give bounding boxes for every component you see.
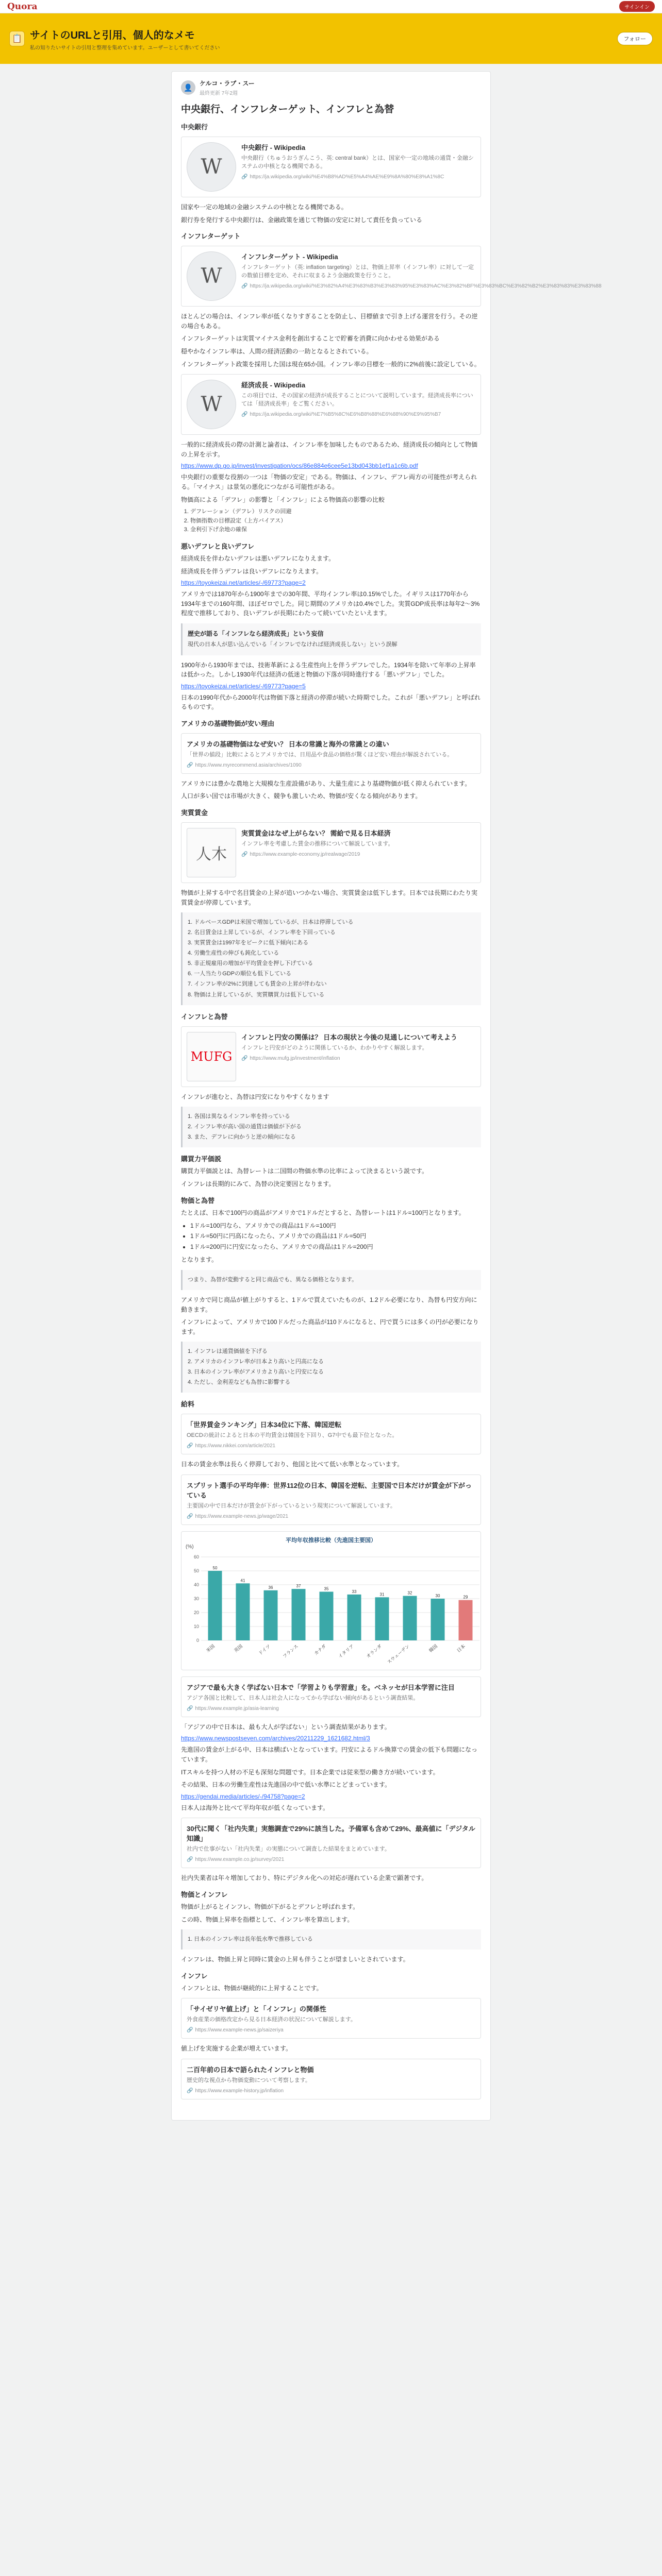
paragraph: 購買力平価説とは、為替レートは二国間の物価水準の比率によって決まるという説です。	[181, 1167, 428, 1175]
y-tick-label: 30	[193, 1596, 199, 1601]
wikipedia-icon: W	[187, 142, 236, 192]
paragraph: 日本の1990年代から2000年代は物価下落と経済の停滞が続いた時期でした。これが「悪いデフレ」と呼ばれるものです。	[181, 693, 481, 711]
top-bar	[0, 0, 662, 13]
quote-line: 4. 労働生産性の伸びも鈍化している	[188, 950, 279, 957]
card-desc: 中央銀行（ちゅうおうぎんこう、英: central bank）とは、国家や一定の地域の通貨・金融システムの中核となる機関である。	[241, 155, 474, 170]
quote-line: 1. 各国は異なるインフレ率を持っている	[188, 1113, 290, 1120]
quote-block	[181, 1929, 481, 1950]
link-icon: 🔗	[241, 283, 248, 290]
x-tick-label: カナダ	[313, 1643, 327, 1657]
data-label: 30	[435, 1593, 440, 1598]
quote-line: 3. 実質賃金は1997年をピークに低下傾向にある	[188, 940, 309, 946]
external-link[interactable]: https://toyokeizai.net/articles/-/69773?page=5	[181, 682, 306, 690]
link-icon: 🔗	[187, 1513, 193, 1519]
paragraph: 国家や一定の地域の金融システムの中核となる機関である。	[181, 204, 347, 211]
card-desc: 外食産業の価格改定から見る日本経済の状況について解説します。	[187, 2016, 356, 2023]
link-card[interactable]	[181, 1676, 481, 1717]
paragraph: 社内失業者は年々増加しており、特にデジタル化への対応が遅れている企業で顕著です。	[181, 1874, 428, 1882]
paragraph: たとえば、日本で100円の商品がアメリカで1ドルだとすると、為替レートは1ドル=100円となります。	[181, 1209, 465, 1216]
quote-line: 5. 非正規雇用の増加が平均賃金を押し下げている	[188, 960, 313, 967]
quote-line: 8. 物価は上昇しているが、実質購買力は低下している	[188, 991, 325, 998]
card-desc: インフレ率を考慮した賃金の推移について解説しています。	[241, 841, 394, 848]
link-icon: 🔗	[241, 412, 248, 418]
quote-line: 4. ただし、金利差なども為替に影響する	[188, 1379, 291, 1386]
card-title: 二百年前の日本で語られたインフレと物価	[187, 2065, 314, 2074]
quote-line: 6. 一人当たりGDPの順位も低下している	[188, 971, 292, 977]
list-item: • 1ドル=100円なら、アメリカでの商品は1ドル=100円	[190, 1221, 481, 1231]
x-tick-label: 韓国	[428, 1643, 439, 1654]
bar	[431, 1599, 445, 1640]
list-item: 1. デフレーション（デフレ）リスクの回避	[190, 507, 481, 517]
quote-title: 歴史が語る「インフレなら経済成長」という妄信	[188, 630, 324, 637]
link-card[interactable]	[181, 1818, 481, 1868]
paragraph: 穏やかなインフレ率は、人間の経済活動の一助となるとされている。	[181, 347, 373, 355]
chart-ylabel: (%)	[186, 1544, 194, 1550]
card-title: スプリット選手の平均年俸：世界112位の日本、韓国を逆転、主要国で日本だけが賃金が下がっている	[187, 1482, 472, 1499]
follow-button[interactable]: フォロー	[617, 32, 653, 45]
quote-line: つまり、為替が変動すると同じ商品でも、異なる価格となります。	[188, 1276, 358, 1283]
link-icon: 🔗	[187, 762, 193, 768]
paragraph: 先進国の賃金が上がる中、日本は横ばいとなっています。円安によるドル換算での賃金の低下も問題になっています。	[181, 1746, 478, 1764]
card-url: 🔗 https://ja.wikipedia.org/wiki/%E7%B5%8C%E6%B8%88%E6%88%90%E9%95%B7	[241, 412, 441, 418]
bar	[292, 1589, 306, 1640]
paragraph: インフレターゲットは実質マイナス金利を創出することで貯蓄を消費に向かわせる効果がある	[181, 335, 440, 343]
bar	[403, 1596, 417, 1640]
card-title: 中央銀行 - Wikipedia	[241, 144, 306, 151]
bar	[236, 1583, 250, 1640]
space-title[interactable]: サイトのURLと引用、個人的なメモ	[30, 29, 195, 41]
link-icon: 🔗	[187, 1857, 193, 1863]
card-title: インフレターゲット - Wikipedia	[241, 253, 338, 261]
numbered-list	[190, 507, 481, 535]
card-url: 🔗 https://ja.wikipedia.org/wiki/%E3%82%A4%E3%83%B3%E3%83%95%E3%83%AC%E3%82%BF%E3%83%BC%E3%82%B2%E3%83%83%E3%83%88	[241, 283, 602, 290]
banner-left	[9, 27, 220, 51]
section-heading: 悪いデフレと良いデフレ	[181, 542, 254, 550]
card-title: 経済成長 - Wikipedia	[241, 381, 306, 389]
link-card[interactable]	[181, 137, 481, 197]
section-heading: 物価とインフレ	[181, 1890, 228, 1899]
card-url: 🔗 https://www.mufg.jp/investment/inflation	[241, 1055, 340, 1061]
quote-block	[181, 1270, 481, 1290]
y-tick-label: 0	[196, 1637, 199, 1643]
signin-button[interactable]: サインイン	[619, 1, 655, 12]
paragraph: 値上げを実施する企業が増えています。	[181, 2045, 292, 2053]
quote-line: 1. ドルベースGDPは米国で増加しているが、日本は停滞している	[188, 919, 354, 926]
link-card[interactable]	[181, 2059, 481, 2099]
link-icon: 🔗	[241, 174, 248, 180]
x-tick-label: スウェーデン	[386, 1643, 411, 1663]
card-desc: この項目では、その国家の経済が成長することについて説明しています。経済成長率については「経済成長率」をご覧ください。	[241, 393, 473, 408]
section-heading: インフレ	[181, 1972, 208, 1980]
quote-block	[181, 912, 481, 1005]
bar	[347, 1595, 361, 1640]
card-url: 🔗 https://www.example-news.jp/saizeriya	[187, 2027, 284, 2033]
link-card[interactable]	[181, 246, 602, 307]
chart-title: 平均年収推移比較（先進国主要国）	[286, 1537, 376, 1544]
data-label: 50	[212, 1565, 218, 1570]
card-desc: インフレと円安がどのように関係しているか、わかりやすく解説します。	[241, 1044, 428, 1051]
quote-line: 3. 日本のインフレ率がアメリカより高いと円安になる	[188, 1369, 324, 1376]
quote-block	[181, 1342, 481, 1393]
x-tick-label: イタリア	[337, 1643, 355, 1660]
quote-text: 現代の日本人が思い込んでいる「インフレでなければ経済成長しない」という誤解	[188, 641, 398, 648]
quote-line: 2. アメリカのインフレ率が日本より高いと円高になる	[188, 1359, 324, 1365]
card-title: 30代に聞く「社内失業」実態調査で29%に該当した。予備軍も含めて29%、最高値に「デジタル知識」	[187, 1825, 475, 1843]
bar	[375, 1597, 389, 1640]
card-title: インフレと円安の関係は？ 日本の現状と今後の見通しについて考えよう	[241, 1033, 457, 1041]
section-heading: 中央銀行	[181, 123, 208, 131]
y-tick-label: 20	[193, 1609, 199, 1615]
x-tick-label: 英国	[233, 1643, 244, 1654]
quora-logo[interactable]: Quora	[7, 1, 38, 12]
paragraph: 物価が上昇する中で名目賃金の上昇が追いつかない場合、実質賃金は低下します。日本では長期にわたり実質賃金が停滞しています。	[181, 889, 478, 906]
paragraph: 銀行券を発行する中央銀行は、金融政策を通じて物価の安定に対して責任を負っている	[181, 216, 423, 224]
link-card[interactable]	[181, 733, 481, 774]
bar	[459, 1600, 473, 1640]
card-url: 🔗 https://www.example.co.jp/survey/2021	[187, 1857, 285, 1863]
space-subtitle: 私の知りたいサイトの引用と整理を集めています。ユーザーとして書いてください	[30, 45, 220, 51]
quote-line: 1. 日本のインフレ率は長年低水準で推移している	[188, 1936, 313, 1943]
card-url: 🔗 https://www.example-economy.jp/realwage/2019	[241, 851, 360, 857]
paragraph: ほとんどの場合は、インフレ率が低くなりすぎることを防止し、目標値まで引き上げる運営を行う。その逆の場合もある。	[181, 313, 478, 330]
link-card[interactable]	[181, 822, 481, 883]
section-heading: インフレターゲット	[181, 232, 241, 241]
y-tick-label: 40	[193, 1582, 199, 1587]
card-title: 「世界賃金ランキング」日本34位に下落、韓国逆転	[187, 1421, 342, 1429]
x-tick-label: フランス	[282, 1643, 300, 1660]
data-label: 32	[407, 1590, 412, 1596]
data-label: 37	[296, 1584, 301, 1589]
link-icon: 🔗	[187, 2088, 193, 2094]
paragraph: インフレは、物価上昇と同時に賃金の上昇も伴うことが望ましいとされています。	[181, 1956, 409, 1963]
paragraph: インフレは長期的にみて、為替の決定要因となります。	[181, 1180, 335, 1188]
paragraph: インフレターゲット政策を採用した国は現在65か国。インフレ率の目標を一般的に2%前後に設定している。	[181, 360, 481, 368]
bar	[264, 1590, 278, 1640]
section-heading: インフレと為替	[181, 1012, 228, 1021]
list-item: 2. 物価指数の目標設定（上方バイアス）	[190, 517, 481, 526]
post-date: 最終更新 7年2週	[200, 91, 238, 96]
external-link[interactable]: https://www.newspostseven.com/archives/20211229_1621682.html/3	[181, 1735, 370, 1742]
y-tick-label: 60	[193, 1554, 199, 1560]
card-url: 🔗 https://ja.wikipedia.org/wiki/%E4%B8%AD%E5%A4%AE%E9%8A%80%E8%A1%8C	[241, 174, 444, 180]
wage-chart	[181, 1531, 481, 1670]
card-title: アメリカの基礎物価はなぜ安い？ 日本の常識と海外の常識との違い	[187, 740, 389, 748]
list-item: • 1ドル=200円に円安になったら、アメリカでの商品は1ドル=200円	[190, 1242, 481, 1252]
paragraph: 日本の賃金水準は長らく停滞しており、他国と比べて低い水準となっています。	[181, 1461, 404, 1468]
card-desc: 主要国の中で日本だけが賃金が下がっているという現実について解説しています。	[187, 1503, 396, 1509]
quote-block	[181, 1107, 481, 1147]
article-thumbnail: 人木	[187, 828, 236, 877]
external-link[interactable]: https://toyokeizai.net/articles/-/69773?page=2	[181, 579, 306, 587]
link-icon: 🔗	[187, 2027, 193, 2033]
quote-block	[181, 623, 481, 655]
bullet-list	[190, 1221, 481, 1252]
quote-line: 2. 名目賃金は上昇しているが、インフレ率を下回っている	[188, 929, 336, 936]
paragraph: この時、物価上昇率を指標として、インフレ率を算出します。	[181, 1916, 354, 1923]
card-desc: 社内で仕事がない「社内失業」の実態について調査した結果をまとめています。	[187, 1846, 390, 1853]
paragraph: インフレが進むと、為替は円安になりやすくなります	[181, 1093, 329, 1100]
paragraph: 物価高による「デフレ」の影響と「インフレ」による物価高の影響の比較	[181, 496, 385, 503]
paragraph: 1900年から1930年までは、技術革新による生産性向上を伴うデフレでした。1934年を除いて年率の上昇率は低かった。しかし1930年代は経済の低迷と物価の下落が同時進行する「悪いデフレ」でした。	[181, 661, 476, 679]
card-title: アジアで最も大きく学ばない日本で「学習よりも学習意」を。ベネッセが日本学習に注目	[187, 1683, 455, 1691]
external-link[interactable]: https://www.dp.go.jp/invest/investigation/ocs/86e884e6cee5e13bd043bb1ef1a1c6b.pdf	[181, 462, 418, 470]
y-tick-label: 10	[193, 1623, 199, 1629]
link-icon: 🔗	[187, 1443, 193, 1449]
external-link[interactable]: https://gendai.media/articles/-/94758?page=2	[181, 1792, 305, 1800]
paragraph: インフレによって、アメリカで100ドルだった商品が110ドルになると、円で買うには多くの円が必要になります。	[181, 1318, 479, 1335]
paragraph: その結果、日本の労働生産性は先進国の中で低い水準にとどまっています。	[181, 1781, 391, 1789]
paragraph: インフレとは、物価が継続的に上昇することです。	[181, 1984, 323, 1992]
paragraph: 人口が多い国では市場が大きく、競争も激しいため、物価が安くなる傾向があります。	[181, 792, 422, 800]
paragraph: 物価が上がるとインフレ、物価が下がるとデフレと呼ばれます。	[181, 1903, 359, 1910]
paragraph: アメリカでは1870年から1900年までの30年間、平均インフレ率は0.15%でした。イギリスは1770年から1934年までの160年間、ほぼゼロでした。同じ期間のアメリカは0.4%でした。実質GDP成長率は毎年2〜3%程度で推移しており、良いデフレが長期にわたって続いていたといえます。	[181, 590, 480, 617]
wikipedia-icon: W	[187, 380, 236, 429]
list-item: • 1ドル=50円に円高になったら、アメリカでの商品は1ドル=50円	[190, 1231, 481, 1241]
paragraph: アメリカで同じ商品が値上がりすると、1ドルで買えていたものが、1.2ドル必要になり、為替も円安方向に動きます。	[181, 1296, 477, 1313]
paragraph: 経済成長を伴うデフレは良いデフレになりえます。	[181, 567, 323, 575]
space-icon: 📋	[9, 31, 25, 46]
paragraph: となります。	[181, 1256, 218, 1264]
card-url: 🔗 https://www.example-news.jp/wage/2021	[187, 1513, 289, 1519]
paragraph: 「アジアの中で日本は、最も大人が学ばない」という調査結果があります。	[181, 1723, 391, 1731]
author-name[interactable]: ケルコ・ラブ・スー	[200, 80, 255, 87]
quote-line: 1. インフレは通貨価値を下げる	[188, 1348, 268, 1355]
section-heading: 購買力平価説	[181, 1155, 222, 1163]
link-card[interactable]	[181, 1998, 481, 2039]
quote-line: 3. また、デフレに向かうと逆の傾向になる	[188, 1134, 296, 1141]
chart-svg	[186, 1550, 485, 1663]
card-url: 🔗 https://www.nikkei.com/article/2021	[187, 1443, 276, 1449]
quote-line: 7. インフレ率が2%に到達しても賃金の上昇が伴わない	[188, 981, 327, 988]
link-card[interactable]	[181, 1026, 481, 1087]
paragraph: 日本人は海外と比べて平均年収が低くなっています。	[181, 1804, 329, 1811]
quote-line: 2. インフレ率が高い国の通貨は価値が下がる	[188, 1124, 302, 1130]
section-heading: 物価と為替	[181, 1196, 215, 1205]
mufg-logo: MUFG	[187, 1032, 236, 1081]
data-label: 35	[324, 1586, 329, 1591]
x-tick-label: オランダ	[366, 1643, 383, 1660]
paragraph: 中央銀行の重要な役割の一つは「物価の安定」である。物価は、インフレ、デフレ両方の可能性が考えられる。「マイナス」は景気の悪化につながる可能性がある。	[181, 473, 477, 490]
author-row	[181, 79, 481, 96]
card-url: 🔗 https://www.myrecommend.asia/archives/1090	[187, 762, 302, 768]
paragraph: ITスキルを持つ人材の不足も深刻な問題です。日本企業では従来型の働き方が続いています。	[181, 1768, 439, 1776]
link-icon: 🔗	[187, 1705, 193, 1711]
data-label: 33	[352, 1589, 357, 1594]
bar	[208, 1571, 222, 1640]
post-container	[171, 71, 602, 2121]
link-icon: 🔗	[241, 1055, 248, 1061]
x-tick-label: 米国	[205, 1643, 216, 1654]
card-desc: アジア各国と比較して、日本人は社会人になってから学ばない傾向があるという調査結果。	[187, 1694, 419, 1701]
card-title: 「サイゼリヤ値上げ」と「インフレ」の関係性	[187, 2005, 326, 2013]
space-banner	[0, 13, 662, 64]
x-tick-label: 日本	[456, 1643, 467, 1654]
paragraph: アメリカには豊かな農地と大規模な生産設備があり、大量生産により基礎物価が低く抑えられています。	[181, 779, 471, 787]
avatar[interactable]: 👤	[181, 80, 195, 95]
card-desc: 「世界の値段」比較によるとアメリカでは、日用品や食品の価格が驚くほど安い理由が解説されている。	[187, 751, 453, 758]
section-heading: 給料	[181, 1400, 195, 1409]
paragraph: 一般的に経済成長の際の計測と論者は、インフレ率を加味したものであるため、経済成長の傾向として物価の上昇を示す。	[181, 441, 478, 458]
link-icon: 🔗	[241, 851, 248, 857]
bar	[320, 1591, 334, 1640]
paragraph: 経済成長を伴わないデフレは悪いデフレになりえます。	[181, 554, 335, 562]
wikipedia-icon: W	[187, 251, 236, 301]
list-item: 3. 金利引下げ余地の確保	[190, 526, 481, 535]
link-card[interactable]	[181, 374, 481, 435]
card-desc: 歴史的な視点から物価変動について考察します。	[187, 2077, 311, 2083]
link-card[interactable]	[181, 1414, 481, 1454]
data-label: 41	[240, 1578, 245, 1583]
card-url: 🔗 https://www.example.jp/asia-learning	[187, 1705, 279, 1711]
card-url: 🔗 https://www.example-history.jp/inflation	[187, 2088, 284, 2094]
link-card[interactable]	[181, 1475, 481, 1525]
card-desc: インフレターゲット（英: inflation targeting）とは、物価上昇率（インフレ率）に対して一定の数値目標を定め、それに収まるよう金融政策を行うこと。	[241, 264, 474, 279]
section-heading: 実質賃金	[181, 809, 208, 817]
data-label: 36	[268, 1585, 273, 1590]
post-title: 中央銀行、インフレターゲット、インフレと為替	[181, 104, 394, 115]
section-heading: アメリカの基礎物価が安い理由	[181, 719, 275, 727]
data-label: 29	[463, 1595, 468, 1600]
y-tick-label: 50	[193, 1568, 199, 1573]
card-desc: OECDの統計によると日本の平均賃金は韓国を下回り、G7中でも最下位となった。	[187, 1432, 398, 1439]
x-tick-label: ドイツ	[258, 1643, 272, 1657]
data-label: 31	[379, 1592, 385, 1597]
card-title: 実質賃金はなぜ上がらない？ 需給で見る日本経済	[241, 829, 391, 838]
